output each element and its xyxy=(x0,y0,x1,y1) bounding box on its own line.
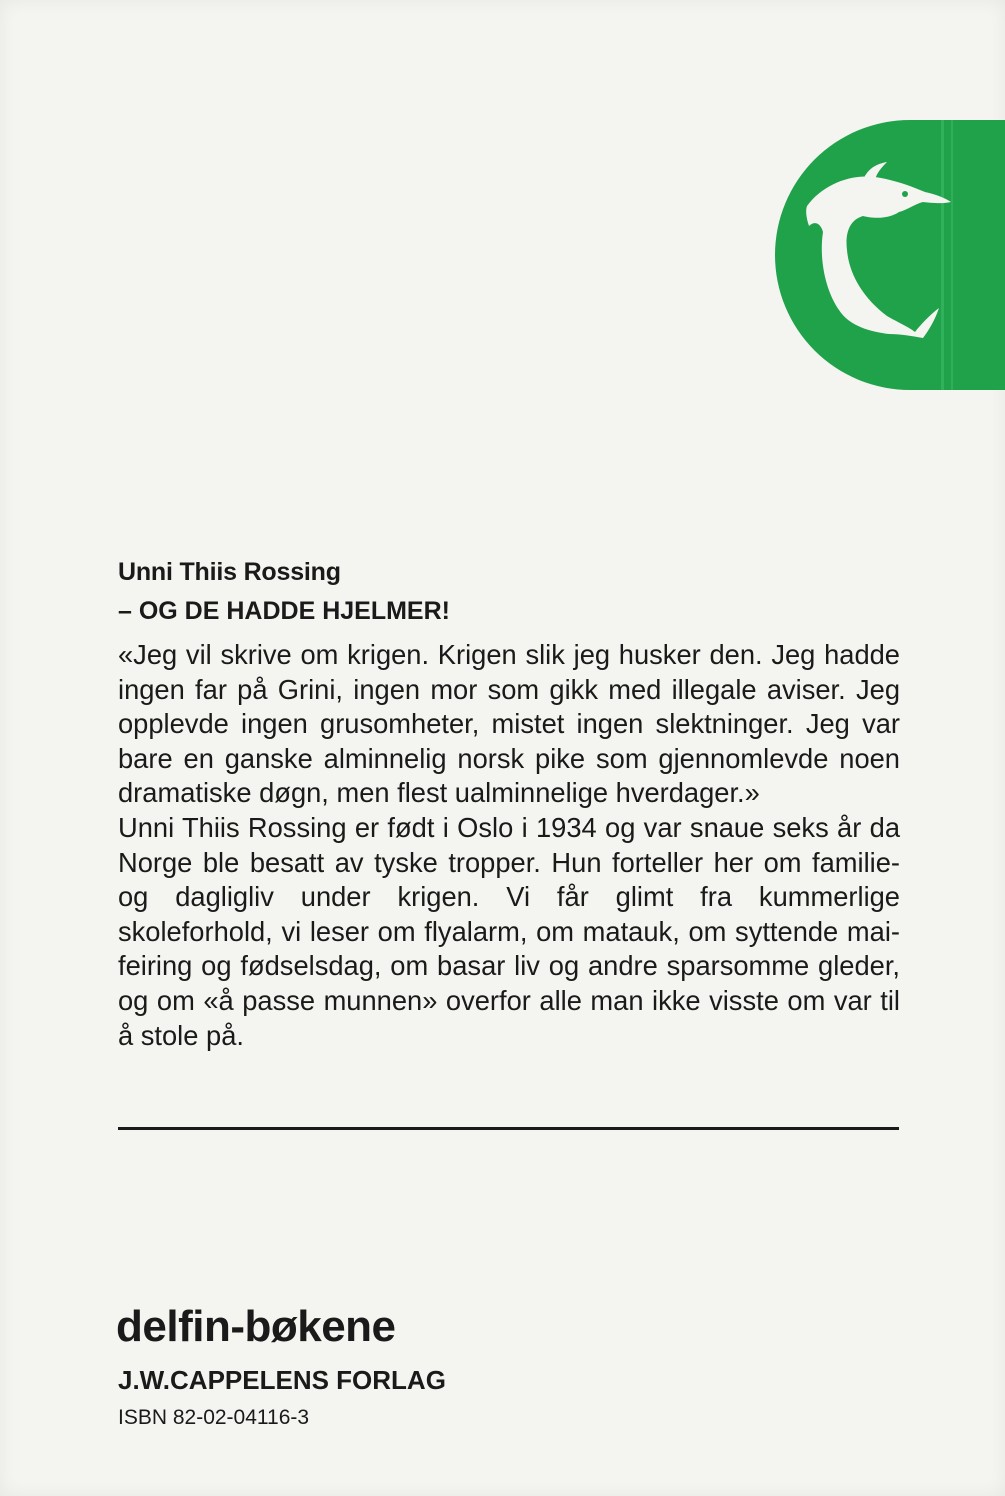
isbn-number: ISBN 82-02-04116-3 xyxy=(118,1406,310,1429)
book-title: – OG DE HADDE HJELMER! xyxy=(118,597,450,625)
divider xyxy=(118,1127,899,1130)
dolphin-icon xyxy=(775,120,1005,390)
publisher-name: J.W.CAPPELENS FORLAG xyxy=(118,1365,446,1395)
series-logo-tab xyxy=(775,120,1005,390)
blurb-body: Unni Thiis Rossing er født i Oslo i 1934 og var snaue seks år da Norge ble besatt av tyske tropper. Hun forteller her om familie- og dagligliv under krigen. Vi får glimt fra kummerlige skoleforhold, vi leser om flyalarm, om matauk, om syttende mai-feiring og fødselsdag, om basar liv og andre sparsomme gleder, og om «å passe munnen» overfor alle man ikke visste om var til å stole på. xyxy=(118,811,900,1051)
author-name: Unni Thiis Rossing xyxy=(118,558,341,586)
series-name: delfin-bøkene xyxy=(116,1302,396,1351)
blurb-quote: «Jeg vil skrive om krigen. Krigen slik jeg husker den. Jeg hadde ingen far på Grini, ingen mor som gikk med illegale aviser. Jeg opplevde ingen grusomheter, mistet ingen slektninger. Jeg var bare en ganske alminnelig norsk pike som gjennomlevde noen dramatiske døgn, men flest ualminnelige hverdager.» xyxy=(118,639,900,809)
blurb xyxy=(118,638,900,1053)
